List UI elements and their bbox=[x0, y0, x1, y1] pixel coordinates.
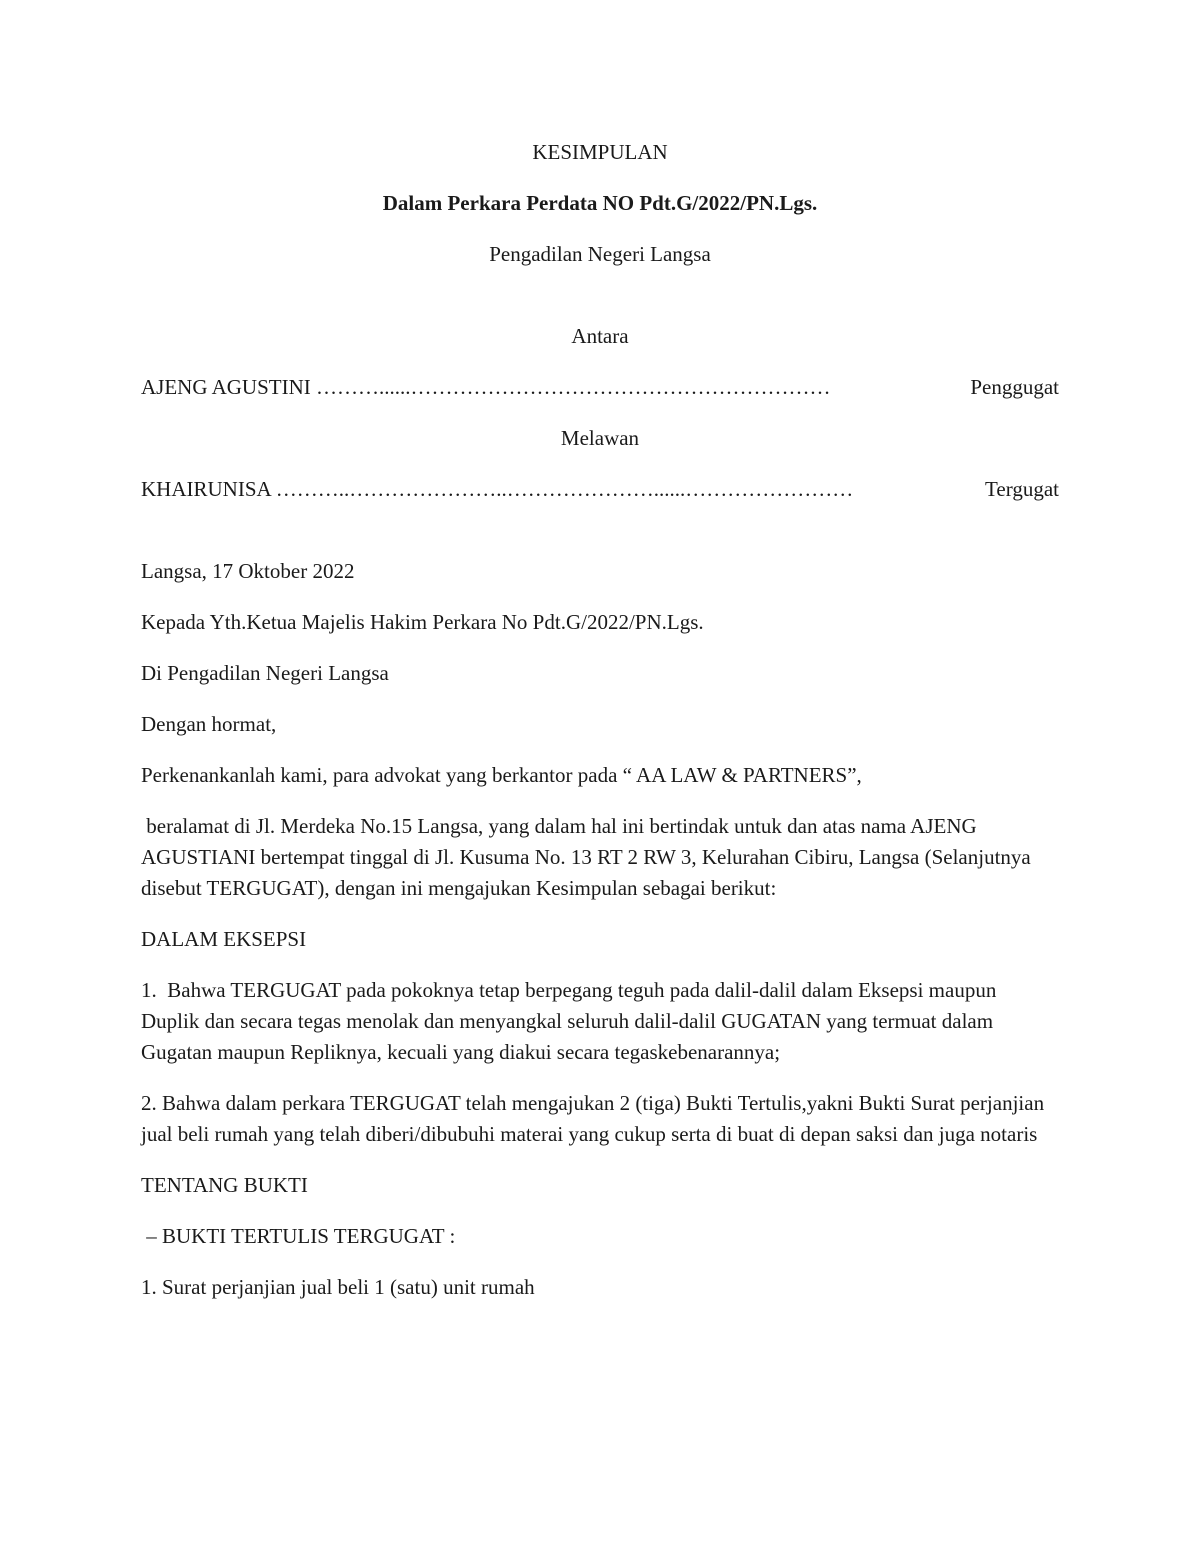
defendant-name: KHAIRUNISA bbox=[141, 477, 276, 501]
court-name: Pengadilan Negeri Langsa bbox=[489, 242, 711, 266]
defendant-dots: ………..…………………..…………………......…………………… bbox=[275, 477, 854, 501]
plaintiff-line bbox=[141, 372, 1059, 403]
exception-point-2: 2. Bahwa dalam perkara TERGUGAT telah mengajukan 2 (tiga) Bukti Tertulis,yakni Bukti Surat perjanjian jual beli rumah yang telah diberi/dibubuhi materai yang cukup serta di buat di depan saksi dan juga notaris bbox=[141, 1091, 1045, 1146]
greeting: Dengan hormat, bbox=[141, 712, 277, 736]
intro-continuation: beralamat di Jl. Merdeka No.15 Langsa, yang dalam hal ini bertindak untuk dan atas nama AJENG AGUSTIANI bertempat tinggal di Jl. Kusuma No. 13 RT 2 RW 3, Kelurahan Cibiru, Langsa (Selanjutnya disebut TERGUGAT), dengan ini mengajukan Kesimpulan sebagai berikut: bbox=[141, 814, 1036, 900]
plaintiff-role: Penggugat bbox=[970, 375, 1059, 399]
evidence-item-1: 1. Surat perjanjian jual beli 1 (satu) unit rumah bbox=[141, 1275, 535, 1299]
exception-point-1: 1. Bahwa TERGUGAT pada pokoknya tetap berpegang teguh pada dalil-dalil dalam Eksepsi maupun Duplik dan secara tegas menolak dan menyangkal seluruh dalil-dalil GUGATAN yang termuat dalam Gugatan maupun Repliknya, kecuali yang diakui secara tegaskebenarannya; bbox=[141, 978, 1002, 1064]
evidence-subheading: – BUKTI TERTULIS TERGUGAT : bbox=[141, 1224, 456, 1248]
document-content bbox=[141, 137, 1059, 1323]
defendant-role: Tergugat bbox=[985, 477, 1059, 501]
section-evidence-heading: TENTANG BUKTI bbox=[141, 1173, 308, 1197]
section-exception-heading: DALAM EKSEPSI bbox=[141, 927, 307, 951]
addressee: Kepada Yth.Ketua Majelis Hakim Perkara No Pdt.G/2022/PN.Lgs. bbox=[141, 610, 704, 634]
intro-paragraph: Perkenankanlah kami, para advokat yang berkantor pada “ AA LAW & PARTNERS”, bbox=[141, 763, 862, 787]
between-label: Antara bbox=[571, 324, 629, 348]
place-date: Langsa, 17 Oktober 2022 bbox=[141, 559, 355, 583]
plaintiff-name: AJENG AGUSTINI bbox=[141, 375, 316, 399]
versus-label: Melawan bbox=[560, 426, 640, 450]
addressee-place: Di Pengadilan Negeri Langsa bbox=[141, 661, 389, 685]
plaintiff-dots: ………......…………………………………………………… bbox=[316, 375, 831, 399]
case-number-line: Dalam Perkara Perdata NO Pdt.G/2022/PN.Lgs. bbox=[382, 191, 818, 215]
defendant-line bbox=[141, 474, 1059, 505]
document-title: KESIMPULAN bbox=[532, 140, 668, 164]
